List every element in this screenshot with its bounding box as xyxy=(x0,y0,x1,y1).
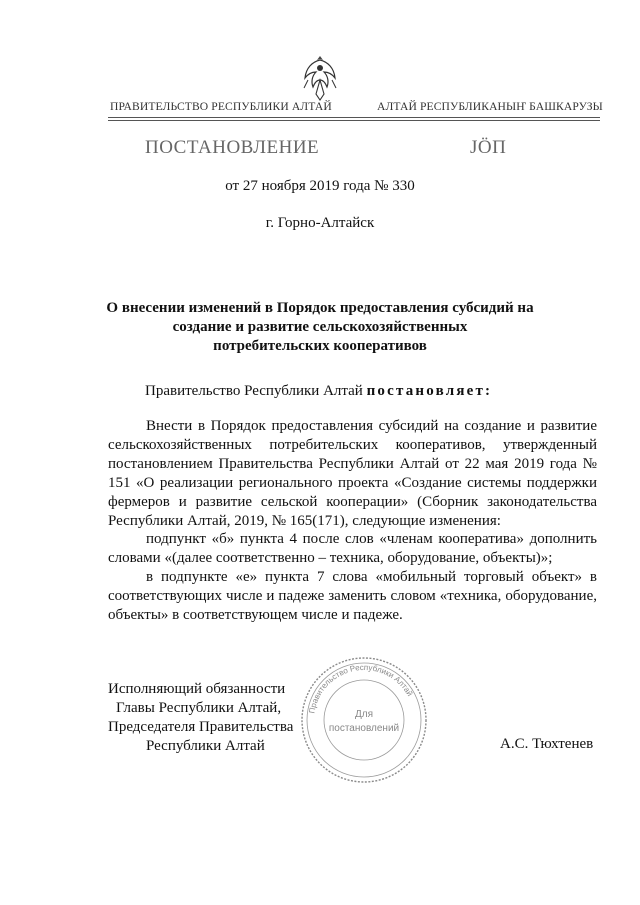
official-stamp xyxy=(298,654,430,786)
preamble-text: Правительство Республики Алтай xyxy=(145,383,367,399)
signatory-line: Главы Республики Алтай, xyxy=(116,700,282,716)
title-line: создание и развитие сельскохозяйственных xyxy=(172,319,468,335)
title-line: О внесении изменений в Порядок предоставления субсидий на xyxy=(106,300,534,316)
stamp-ring-text: Правительство Республики Алтай xyxy=(307,662,415,715)
signatory-line: Председателя Правительства xyxy=(108,719,294,735)
preamble-emphasis: постановляет: xyxy=(366,383,493,399)
date-line: от 27 ноября 2019 года № 330 xyxy=(225,178,415,194)
stamp-center-line: Для xyxy=(354,709,374,720)
doc-type-label-altai: ЈӦП xyxy=(470,137,507,158)
signatory-line: Исполняющий обязанности xyxy=(108,681,286,697)
header-rule-bottom xyxy=(108,120,600,121)
body-paragraph: подпункт «б» пункта 4 после слов «членам кооператива» дополнить словами «(далее соответственно – техника, оборудование, объекты)»; xyxy=(108,531,597,567)
stamp-center-line: постановлений xyxy=(328,723,400,734)
document-title xyxy=(100,299,540,356)
signatory-title xyxy=(108,680,293,756)
header-rule-top xyxy=(108,117,600,118)
doc-type-label: ПОСТАНОВЛЕНИЕ xyxy=(145,137,320,158)
preamble xyxy=(145,383,492,400)
body-paragraph: Внести в Порядок предоставления субсидий на создание и развитие сельскохозяйственных потребительских кооперативов, утвержденный постановлением Правительства Республики Алтай от 22 мая 2019 года № 151 «О реализации регионального проекта «Создание системы поддержки фермеров и развитие сельской кооперации» (Сборник законодательства Республики Алтай, 2019, № 165(171), следующие изменения: xyxy=(108,418,597,529)
body-paragraph: в подпункте «е» пункта 7 слова «мобильный торговый объект» в соответствующих числе и падеже заменить словом «техника, оборудование, объекты» в соответствующем числе и падеже. xyxy=(108,569,597,624)
document-body xyxy=(108,417,597,625)
signatory-name: А.С. Тюхтенев xyxy=(500,736,594,752)
title-line: потребительских кооперативов xyxy=(213,338,427,354)
place-line: г. Горно-Алтайск xyxy=(265,215,375,231)
coat-of-arms-icon xyxy=(302,54,338,102)
header-right-title: АЛТАЙ РЕСПУБЛИКАНЫҤ БАШКАРУЗЫ xyxy=(377,100,603,113)
header-left-title: ПРАВИТЕЛЬСТВО РЕСПУБЛИКИ АЛТАЙ xyxy=(110,100,332,113)
signatory-line: Республики Алтай xyxy=(146,738,265,754)
